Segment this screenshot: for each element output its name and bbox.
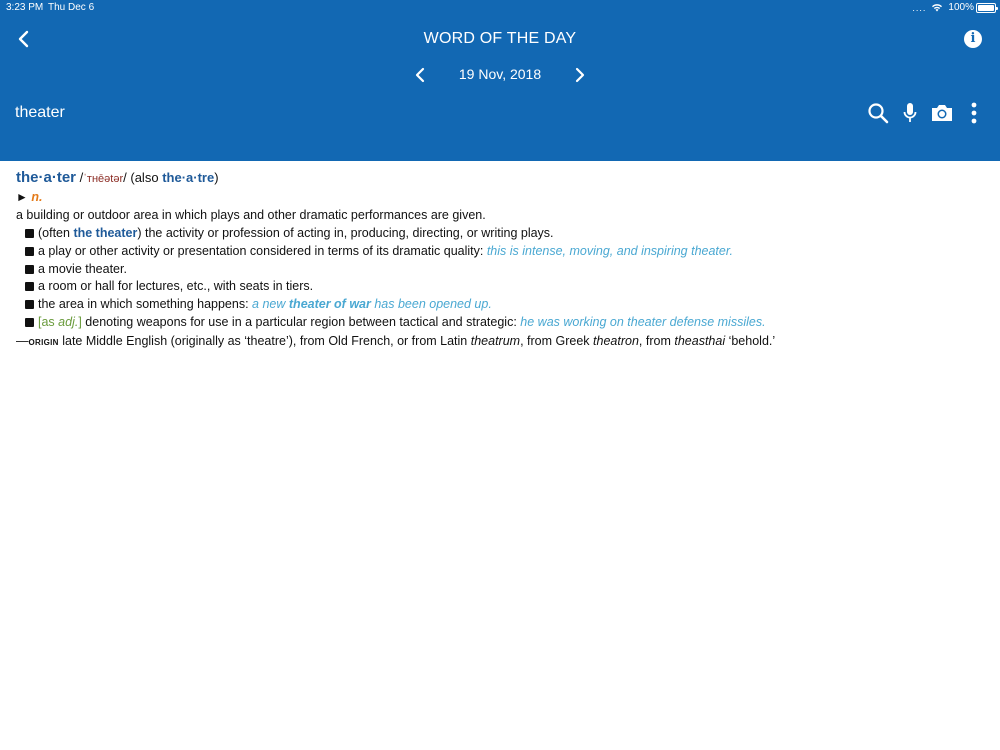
- variant-spelling-link[interactable]: the·a·tre: [162, 170, 215, 185]
- date-prev-icon: [415, 67, 425, 83]
- headword-line: [16, 169, 986, 189]
- battery-icon: [976, 3, 996, 13]
- sense-text: denoting weapons for use in a particular region between tactical and strategic:: [85, 314, 517, 329]
- also-close: ): [214, 170, 219, 185]
- status-time: 3:23 PM: [6, 2, 44, 13]
- headword: the·a·ter: [16, 169, 77, 186]
- pos-arrow-icon: ►: [16, 189, 28, 204]
- usage-label-open: [as: [38, 314, 55, 329]
- origin-word: theatron: [593, 334, 639, 349]
- voice-search-button[interactable]: [894, 98, 926, 128]
- sense-item: [16, 314, 986, 332]
- sense-item: [16, 278, 986, 296]
- dictionary-entry: [16, 169, 986, 352]
- sense-item: [16, 296, 986, 314]
- search-button[interactable]: [862, 98, 894, 128]
- origin-text: ‘behold.’: [728, 334, 776, 349]
- bullet-icon: [25, 229, 34, 238]
- previous-date-button[interactable]: [410, 64, 430, 86]
- sense-text: a room or hall for lectures, etc., with seats in tiers.: [38, 279, 314, 294]
- bullet-icon: [25, 282, 34, 291]
- bullet-icon: [25, 318, 34, 327]
- date-next-icon: [575, 67, 585, 83]
- origin-text: late Middle English (originally as ‘theatre’), from Old French, or from Latin: [62, 334, 468, 349]
- sense-example: he was working on theater defense missiles.: [520, 314, 766, 329]
- sense-text: ) the activity or profession of acting in, producing, directing, or writing plays.: [137, 226, 554, 241]
- date-navigator: [0, 62, 1000, 88]
- part-of-speech: n.: [31, 189, 43, 204]
- origin-text: , from: [638, 334, 671, 349]
- origin-word: theasthai: [674, 334, 726, 349]
- next-date-button[interactable]: [570, 64, 590, 86]
- sense-item: [16, 243, 986, 261]
- more-options-button[interactable]: [958, 98, 990, 128]
- also-open: (also: [130, 170, 159, 185]
- search-icon: [867, 102, 889, 124]
- sense-example: a new: [252, 296, 286, 311]
- sense-list: [16, 225, 986, 331]
- bullet-icon: [25, 300, 34, 309]
- part-of-speech-line: [16, 189, 986, 207]
- app-header: [0, 0, 1000, 161]
- bullet-icon: [25, 265, 34, 274]
- back-button[interactable]: [10, 26, 36, 52]
- camera-icon: [930, 103, 954, 123]
- info-icon[interactable]: i: [964, 30, 982, 48]
- camera-button[interactable]: [926, 98, 958, 128]
- status-date: Thu Dec 6: [48, 2, 95, 13]
- sense-phrase-link[interactable]: the theater: [73, 226, 138, 241]
- status-indicators: [912, 2, 974, 13]
- sense-example: has been opened up.: [374, 296, 492, 311]
- usage-label-close: ]: [78, 314, 82, 329]
- origin-dash: —: [16, 334, 29, 349]
- battery-percent: 100%: [948, 2, 974, 13]
- signal-icon: ....: [912, 2, 927, 13]
- sense-text: a movie theater.: [38, 261, 127, 276]
- sense-example: this is intense, moving, and inspiring theater.: [486, 243, 734, 258]
- sense-item: [16, 261, 986, 279]
- usage-label: [38, 315, 82, 329]
- sense-text: the area in which something happens:: [38, 296, 249, 311]
- microphone-icon: [902, 102, 918, 124]
- pron-close: /: [123, 170, 127, 185]
- toolbar: [862, 98, 990, 128]
- search-term[interactable]: theater: [15, 104, 65, 121]
- sense-prefix: (often: [38, 226, 70, 241]
- sense-text: a play or other activity or presentation considered in terms of its dramatic quality:: [38, 243, 484, 258]
- main-definition: a building or outdoor area in which plays and other dramatic performances are given.: [16, 208, 486, 223]
- current-date: 19 Nov, 2018: [458, 66, 542, 82]
- origin-label: origin: [28, 336, 59, 349]
- more-vertical-icon: [971, 102, 977, 124]
- page-title: WORD OF THE DAY: [423, 30, 577, 47]
- pron-open: /: [79, 170, 84, 185]
- usage-label-pos: adj.: [58, 314, 79, 329]
- wifi-icon: [931, 3, 943, 12]
- pronunciation: ˈᴛʜēətər: [83, 173, 124, 185]
- origin-word: theatrum: [470, 334, 521, 349]
- sense-item: [16, 225, 986, 243]
- etymology: [16, 333, 986, 352]
- back-chevron-icon: [17, 30, 29, 48]
- sense-example-phrase: theater of war: [288, 296, 371, 311]
- status-bar: [0, 0, 1000, 16]
- bullet-icon: [25, 247, 34, 256]
- origin-text: , from Greek: [520, 334, 590, 349]
